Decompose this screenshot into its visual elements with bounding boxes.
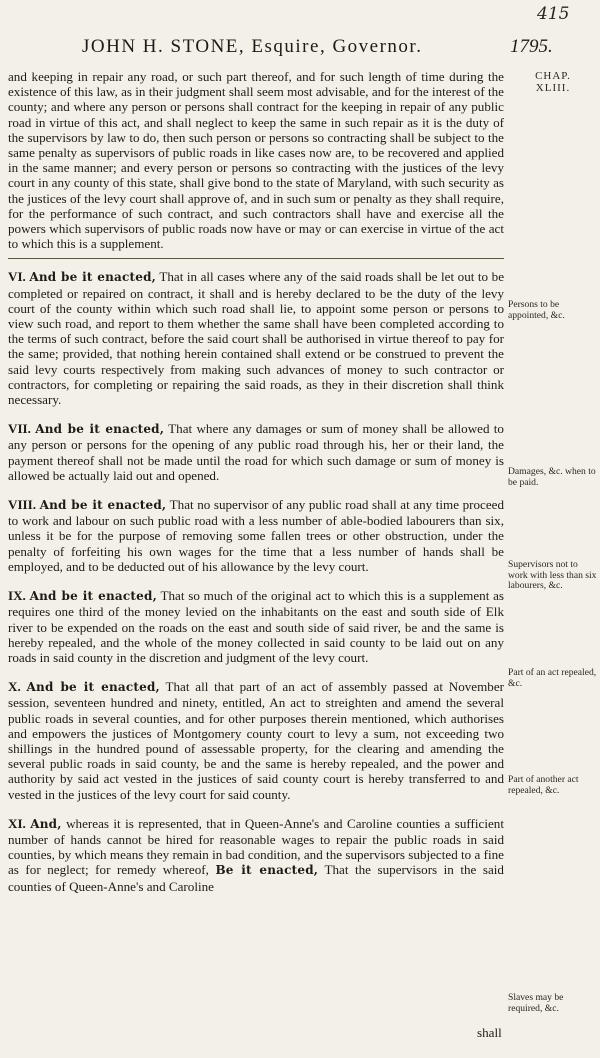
section-9 [8, 588, 504, 665]
margin-note-9: Part of an act repealed, &c. [508, 667, 597, 689]
running-head: JOHN H. STONE, Esquire, Governor. [82, 36, 423, 57]
section-text: That so much of the original act to which this is a supplement as requires one third of the money levied on the inhabitants on the east and south side of Elk river to be expended on the roads on the east and south side of said river, be and the same is hereby repealed, and the whole of the money collected in said county to be laid out on any roads in said county in the discretion and judgment of the levy court. [8, 588, 505, 665]
section-8 [8, 497, 504, 574]
margin-note-7: Damages, &c. when to be paid. [508, 466, 596, 488]
section-number: IX. [8, 588, 26, 604]
enacting-clause: And be it enacted, [26, 680, 160, 695]
chapter-label-line2: XLIII. [535, 82, 571, 94]
section-number: VII. [8, 421, 31, 437]
section-text: That no supervisor of any public road shall at any time proceed to work and labour on such public road with a less number of able-bodied labourers than six, unless it be for the purpose of removing some fallen trees or other obstruction, under the penalty of forfeiting his own wages for the time that a less number of hands shall be employed, and to be deducted out of his allowance by the levy court. [8, 497, 505, 574]
chapter-label [508, 70, 598, 94]
enacting-clause: And be it enacted, [39, 498, 167, 513]
main-text [8, 69, 504, 894]
enacting-clause: And be it enacted, [29, 589, 157, 604]
section-11 [8, 816, 504, 894]
page-header [0, 36, 600, 66]
margin-note-6: Persons to be appointed, &c. [508, 299, 565, 321]
enacting-clause-2: Be it enacted, [215, 863, 319, 878]
section-text: That in all cases where any of the said roads shall be let out to be completed or repaired on contract, it shall and is hereby declared to be the duty of the levy court of the county within which such road shall lie, to appoint some person or persons to view such road, and report to them whether the same shall have been completed according to the terms of such contract, before the said court shall be authorised in virtue thereof to pay for the same; provided, that nothing herein contained shall extend or be construed to prevent the said levy courts respectively from making such advances of money to such contractor or contractors, for completing or repairing the said roads, as they in their discretion shall think necessary. [8, 269, 505, 408]
section-text-before: whereas it is represented, that in Queen-Anne's and Caroline counties a sufficient number of hands cannot be hired for reasonable wages to repair the public roads in said counties, by which means they remain in bad condition, and the supervisors subjected to a fine as for neglect; for remedy whereof, [8, 815, 504, 878]
section-10 [8, 679, 504, 802]
section-divider [8, 258, 504, 259]
section-text: That where any damages or sum of money shall be allowed to any person or persons for the opening of any public road through his, her or their land, the payment thereof shall not be made until the road for which such damage or sum of money is allowed be actually laid out and opened. [8, 421, 504, 483]
opening-paragraph: and keeping in repair any road, or such part thereof, and for such length of time during the existence of this law, as in their judgment shall seem most advisable, and for the interest of the county; and where any person or persons shall contract for the keeping in repair of any public road in virtue of this act, and shall neglect to keep the same in such repair as it is the duty of the supervisors by law to do, then such person or persons so contracting shall be subject to the same penalty as supervisors of public roads in like cases now are, to be recovered and applied in the same manner; and every person or persons so contracting with the justices of the levy court in any county of this state, shall give bond to the state of Maryland, with such security as the justices of the levy court shall approve of, and in such sum or penalty as they shall require, for the performance of such contract, and such contractors shall have and exercise all the powers which supervisors of public roads now have or may or can exercise in virtue of the act to which this is a supplement. [8, 69, 505, 252]
section-text-after: That the supervisors in the said counties of Queen-Anne's and Caroline [8, 862, 504, 894]
margin-note-10: Part of another act repealed, &c. [508, 774, 579, 796]
enacting-clause: And be it enacted, [35, 422, 165, 437]
margin-note-11: Slaves may be required, &c. [508, 992, 564, 1014]
section-text: That all that part of an act of assembly passed at November session, seventeen hundred and ninety, entitled, An act to streighten and amend the several public roads in several counties, and for other purposes therein mentioned, which authorises and empowers the justices of Montgomery county court to levy a sum, not exceeding two shillings in the hundred pound of assessable property, for the clearing and amending the several public roads in said county, be and the same is hereby repealed, and the power and authority by said act vested in the justices of said county court is hereby transferred to and vested in the justices of the levy court for said county. [8, 679, 505, 802]
folio-number: 415 [537, 4, 570, 24]
section-7 [8, 421, 504, 483]
catchword: shall [477, 1025, 502, 1040]
section-number: X. [8, 679, 21, 695]
section-number: XI. [8, 815, 26, 831]
enacting-clause: And be it enacted, [29, 270, 157, 285]
chapter-label-line1: CHAP. [535, 70, 571, 82]
section-number: VIII. [8, 497, 37, 513]
section-number: VI. [8, 269, 26, 285]
enacting-clause: And, [30, 816, 62, 831]
section-6 [8, 269, 504, 407]
margin-note-8: Supervisors not to work with less than six labourers, &c. [508, 559, 597, 591]
year: 1795. [510, 36, 553, 57]
